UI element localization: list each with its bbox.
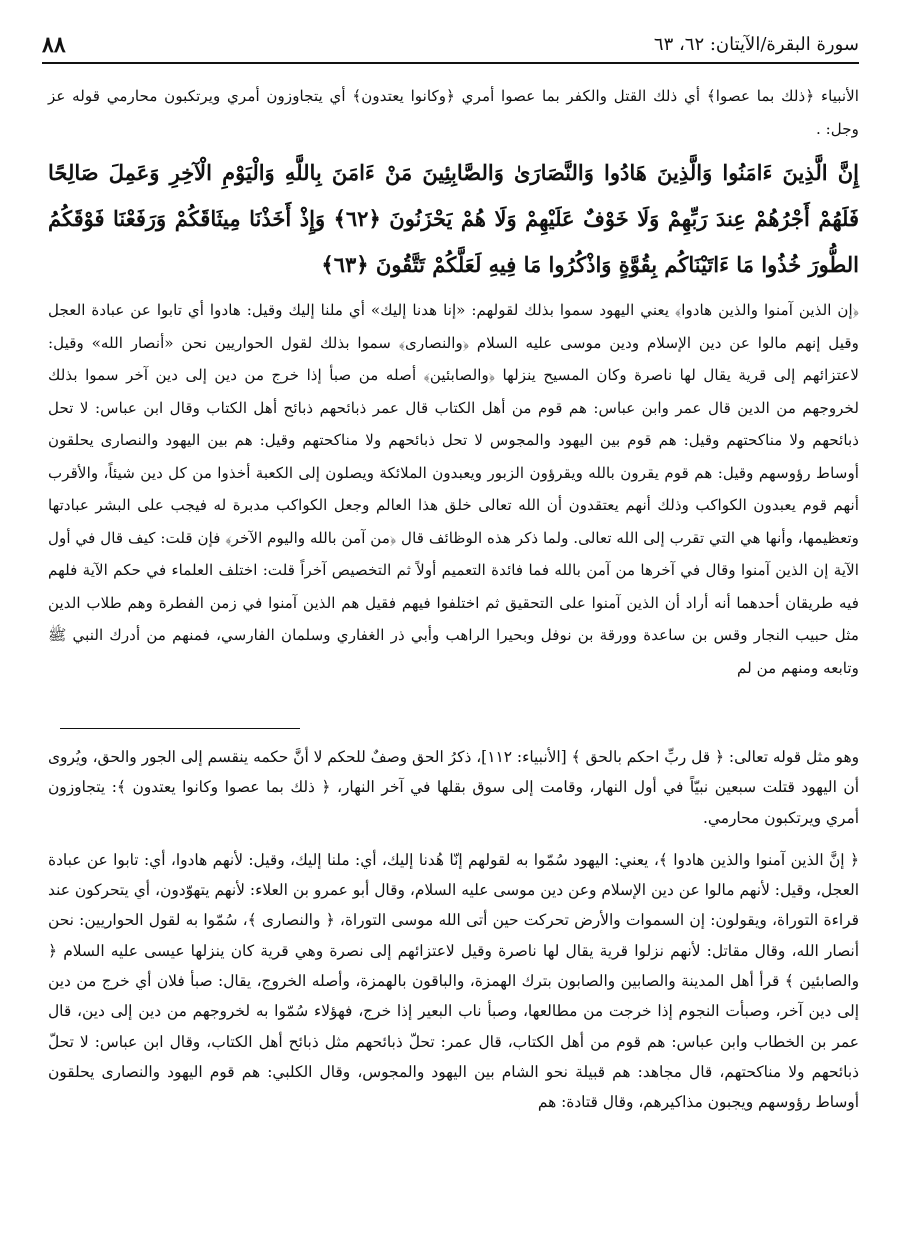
- footnotes-block: [48, 742, 859, 1118]
- running-title: سورة البقرة/الآيتان: ٦٢، ٦٣: [653, 34, 859, 55]
- intro-block: [48, 80, 859, 145]
- commentary-block: [48, 294, 859, 684]
- page-header: [42, 28, 859, 64]
- footnote-paragraph-2: ﴿ إنَّ الذين آمنوا والذين هادوا ﴾، يعني: اليهود سُمّوا به لقولهم إنّا هُدنا إليك، أي: ملنا إليك، وقيل: لأنهم هادوا، أي: تابوا عن عبادة العجل، وقيل: لأنهم مالوا عن دين الإسلام وعن دين موسى عليه السلام، وقال أبو عمرو بن العلاء: لأنهم يتهوّدون، أي يتحركون عند قراءة التوراة، ويقولون: إن السموات والأرض تحركت حين أتى الله موسى التوراة، ﴿ والنصارى ﴾، سُمّوا به لقول الحواريين: نحن أنصار الله، وقال مقاتل: لأنهم نزلوا قرية يقال لها ناصرة وقيل لاعتزائهم إلى نصرة وهي قرية كان ينزلها عيسى عليه السلام ﴿ والصابئين ﴾ قرأ أهل المدينة والصابين والصابون بترك الهمزة، والباقون بالهمزة، وأصله الخروج، يقال: صبأ فلان أي خرج من دين إلى دين آخر، وصبأت النجوم إذا خرجت من مطالعها، وصبأ ناب البعير إذا خرج، فهؤلاء سُمّوا به لخروجهم من دين إلى دين، قال عمر بن الخطاب وابن عباس: هم قوم من أهل الكتاب، قال عمر: تحلّ ذبائحهم مثل ذبائح أهل الكتاب، وقال ابن عباس: لا تحلّ ذبائحهم ولا مناكحتهم، قال مجاهد: هم قبيلة نحو الشام بين اليهود والمجوس، وقال الكلبي: هم قوم اليهود والنصارى يحلقون أوساط رؤوسهم ويجبون مذاكيرهم، وقال قتادة: هم: [48, 850, 859, 1112]
- commentary-paragraph: ﴿إن الذين آمنوا والذين هادوا﴾ يعني اليهود سموا بذلك لقولهم: «إنا هدنا إليك» أي ملنا إليك وقيل: هادوا أي تابوا عن عبادة العجل وقيل إنهم مالوا عن دين الإسلام ودين موسى عليه السلام ﴿والنصارى﴾ سموا بذلك لقول الحواريين نحن «أنصار الله» وقيل: لاعتزائهم إلى قرية يقال لها ناصرة وكان المسيح ينزلها ﴿والصابئين﴾ أصله من صبأ إذا خرج من دين إلى دين آخر سموا بذلك لخروجهم من الدين قال عمر وابن عباس: هم قوم من أهل الكتاب قال عمر ذبائحهم ذبائح أهل الكتاب وقال ابن عباس: لا تحل ذبائحهم ولا مناكحتهم وقيل: هم قوم بين اليهود والمجوس لا تحل ذبائحهم ولا مناكحتهم وقيل: هم بين اليهود والنصارى يحلقون أوساط رؤوسهم وقيل: هم قوم يقرون بالله ويقرؤون الزبور ويعبدون الملائكة ويصلون إلى الكعبة أخذوا من كل دين شيئاً، والأقرب أنهم قوم يعبدون الكواكب وذلك أنهم يعتقدون أن الله تعالى خلق هذا العالم وجعل الكواكب مدبرة له فيجب على البشر عبادتها وتعظيمها، وأنها هي التي تقرب إلى الله تعالى. ولما ذكر هذه الوظائف قال ﴿من آمن بالله واليوم الآخر﴾ فإن قلت: كيف قال في أول الآية إن الذين آمنوا وقال في آخرها من آمن بالله فما فائدة التعميم أولاً ثم التخصيص آخراً قلت: اختلف العلماء في حكم الآية فلهم فيه طريقان أحدهما أنه أراد أن الذين آمنوا على التحقيق ثم اختلفوا فيهم فقيل هم الذين آمنوا في زمن الفطرة وهم طلاب الدين مثل حبيب النجار وقس بن ساعدة وورقة بن نوفل وبحيرا الراهب وأبي ذر الغفاري وسلمان الفارسي، فمنهم من أدرك النبي ﷺ وتابعه ومنهم من لم: [48, 301, 859, 677]
- quran-verse: إِنَّ الَّذِينَ ءَامَنُوا وَالَّذِينَ هَادُوا وَالنَّصَارَىٰ وَالصَّابِئِينَ مَنْ ءَامَنَ بِاللَّهِ وَالْيَوْمِ الْآخِرِ وَعَمِلَ صَالِحًا فَلَهُمْ أَجْرُهُمْ عِندَ رَبِّهِمْ وَلَا خَوْفٌ عَلَيْهِمْ وَلَا هُمْ يَحْزَنُونَ ﴿٦٢﴾ وَإِذْ أَخَذْنَا مِيثَاقَكُمْ وَرَفَعْنَا فَوْقَكُمُ الطُّورَ خُذُوا مَا ءَاتَيْنَاكُم بِقُوَّةٍ وَاذْكُرُوا مَا فِيهِ لَعَلَّكُمْ تَتَّقُونَ ﴿٦٣﴾: [48, 160, 859, 277]
- verse-block: [48, 150, 859, 288]
- intro-paragraph: الأنبياء ﴿ذلك بما عصوا﴾ أي ذلك القتل والكفر بما عصوا أمري ﴿وكانوا يعتدون﴾ أي يتجاوزون أمري ويرتكبون محارمي قوله عز وجل: .: [48, 87, 859, 138]
- page-number: ٨٨: [42, 32, 66, 58]
- footnote-paragraph-1: وهو مثل قوله تعالى: ﴿ قل ربِّ احكم بالحق ﴾ [الأنبياء: ١١٢]، ذكرُ الحق وصفٌ للحكم لا أنَّ حكمه ينقسم إلى الجور والحق، ويُروى أن اليهود قتلت سبعين نبيّاً في أول النهار، وقامت إلى سوق بقلها في آخر النهار، ﴿ ذلك بما عصوا وكانوا يعتدون ﴾: يتجاوزون أمري ويرتكبون محارمي.: [48, 748, 859, 827]
- footnote-separator: [60, 728, 300, 729]
